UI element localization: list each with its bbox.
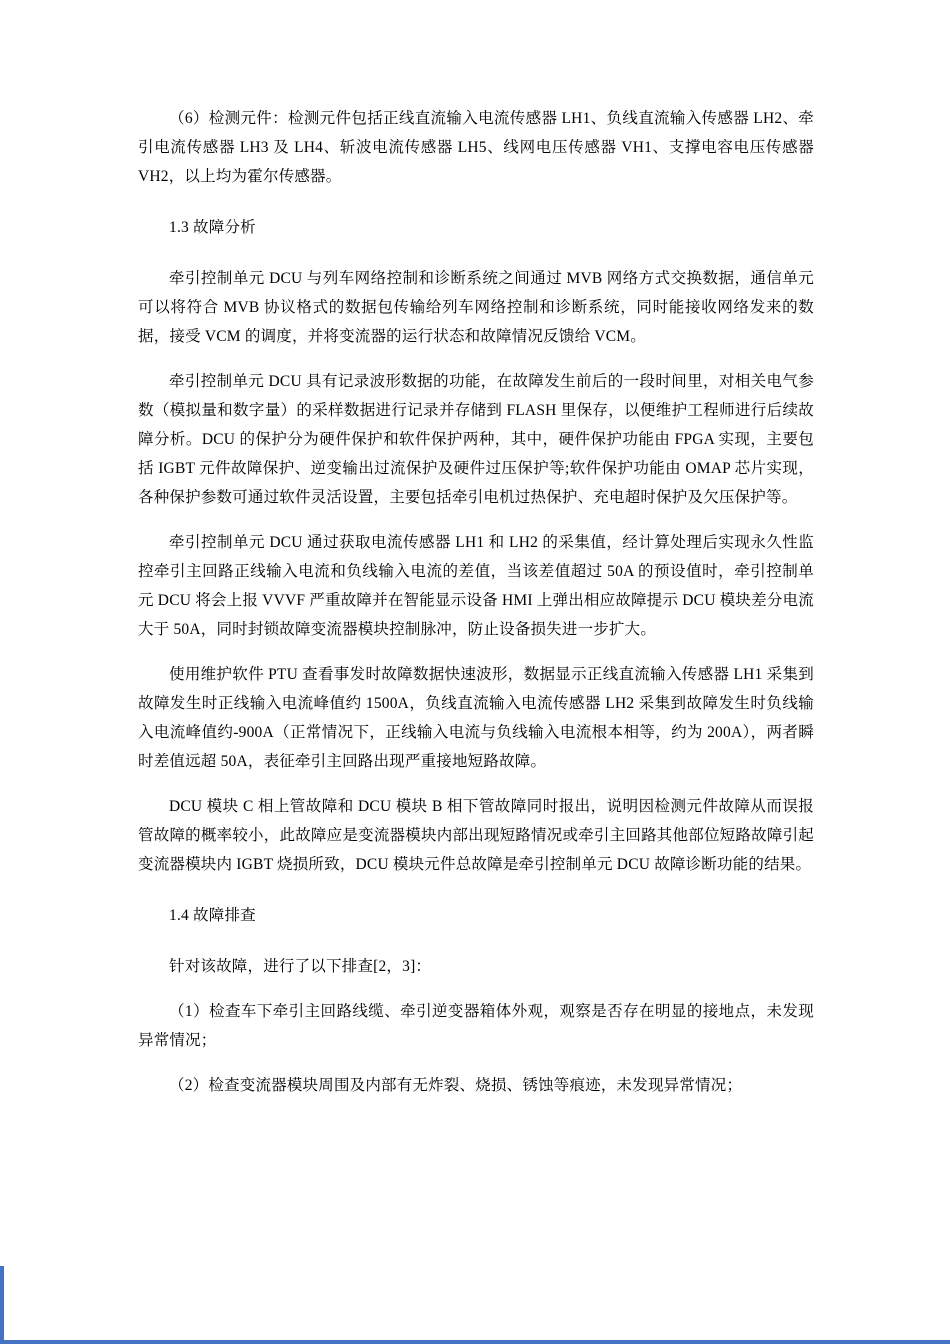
paragraph-check-item-2: （2）检查变流器模块周围及内部有无炸裂、烧损、锈蚀等痕迹，未发现异常情况； [169,1077,743,1094]
section-heading-fault-troubleshooting: 1.4 故障排查 [169,907,256,924]
page-border-left-accent [0,1266,4,1344]
paragraph-troubleshooting-intro: 针对该故障，进行了以下排查[2，3]： [169,958,432,975]
paragraph-check-item-1: （1）检查车下牵引主回路线缆、牵引逆变器箱体外观，观察是否存在明显的接地点，未发现异常情况； [138,1003,814,1049]
paragraph-current-difference-monitoring: 牵引控制单元 DCU 通过获取电流传感器 LH1 和 LH2 的采集值，经计算处理后实现永久性监控牵引主回路正线输入电流和负线输入电流的差值，当该差值超过 50A 的预设值时，牵引控制单元 DCU 将会上报 VVVF 严重故障并在智能显示设备 HMI 上弹出相应故障提示 DCU 模块差分电流大于 50A，同时封锁故障变流器模块控制脉冲，防止设备损失进一步扩大。 [138,534,814,638]
paragraph-mvb-network: 牵引控制单元 DCU 与列车网络控制和诊断系统之间通过 MVB 网络方式交换数据，通信单元可以将符合 MVB 协议格式的数据包传输给列车网络控制和诊断系统，同时能接收网络发来的数据，接受 VCM 的调度，并将变流器的运行状态和故障情况反馈给 VCM。 [138,270,814,345]
document-body [138,104,814,1116]
page-border-bottom-accent [0,1340,950,1344]
paragraph-igbt-fault-conclusion: DCU 模块 C 相上管故障和 DCU 模块 B 相下管故障同时报出，说明因检测元件故障从而误报管故障的概率较小，此故障应是变流器模块内部出现短路情况或牵引主回路其他部位短路故障引起变流器模块内 IGBT 烧损所致，DCU 模块元件总故障是牵引控制单元 DCU 故障诊断功能的结果。 [138,798,814,873]
paragraph-dcu-waveform-protection: 牵引控制单元 DCU 具有记录波形数据的功能，在故障发生前后的一段时间里，对相关电气参数（模拟量和数字量）的采样数据进行记录并存储到 FLASH 里保存，以便维护工程师进行后续故障分析。DCU 的保护分为硬件保护和软件保护两种，其中，硬件保护功能由 FPGA 实现，主要包括 IGBT 元件故障保护、逆变输出过流保护及硬件过压保护等;软件保护功能由 OMAP 芯片实现，各种保护参数可通过软件灵活设置，主要包括牵引电机过热保护、充电超时保护及欠压保护等。 [138,373,814,506]
paragraph-ptu-fault-data: 使用维护软件 PTU 查看事发时故障数据快速波形，数据显示正线直流输入传感器 LH1 采集到故障发生时正线输入电流峰值约 1500A，负线直流输入电流传感器 LH2 采集到故障发生时负线输入电流峰值约-900A（正常情况下，正线输入电流与负线输入电流根本相等，约为 200A），两者瞬时差值远超 50A，表征牵引主回路出现严重接地短路故障。 [138,666,814,770]
paragraph-detection-elements: （6）检测元件：检测元件包括正线直流输入电流传感器 LH1、负线直流输入传感器 LH2、牵引电流传感器 LH3 及 LH4、斩波电流传感器 LH5、线网电压传感器 VH1、支撑电容电压传感器 VH2，以上均为霍尔传感器。 [138,110,814,185]
section-heading-fault-analysis: 1.3 故障分析 [169,219,256,236]
